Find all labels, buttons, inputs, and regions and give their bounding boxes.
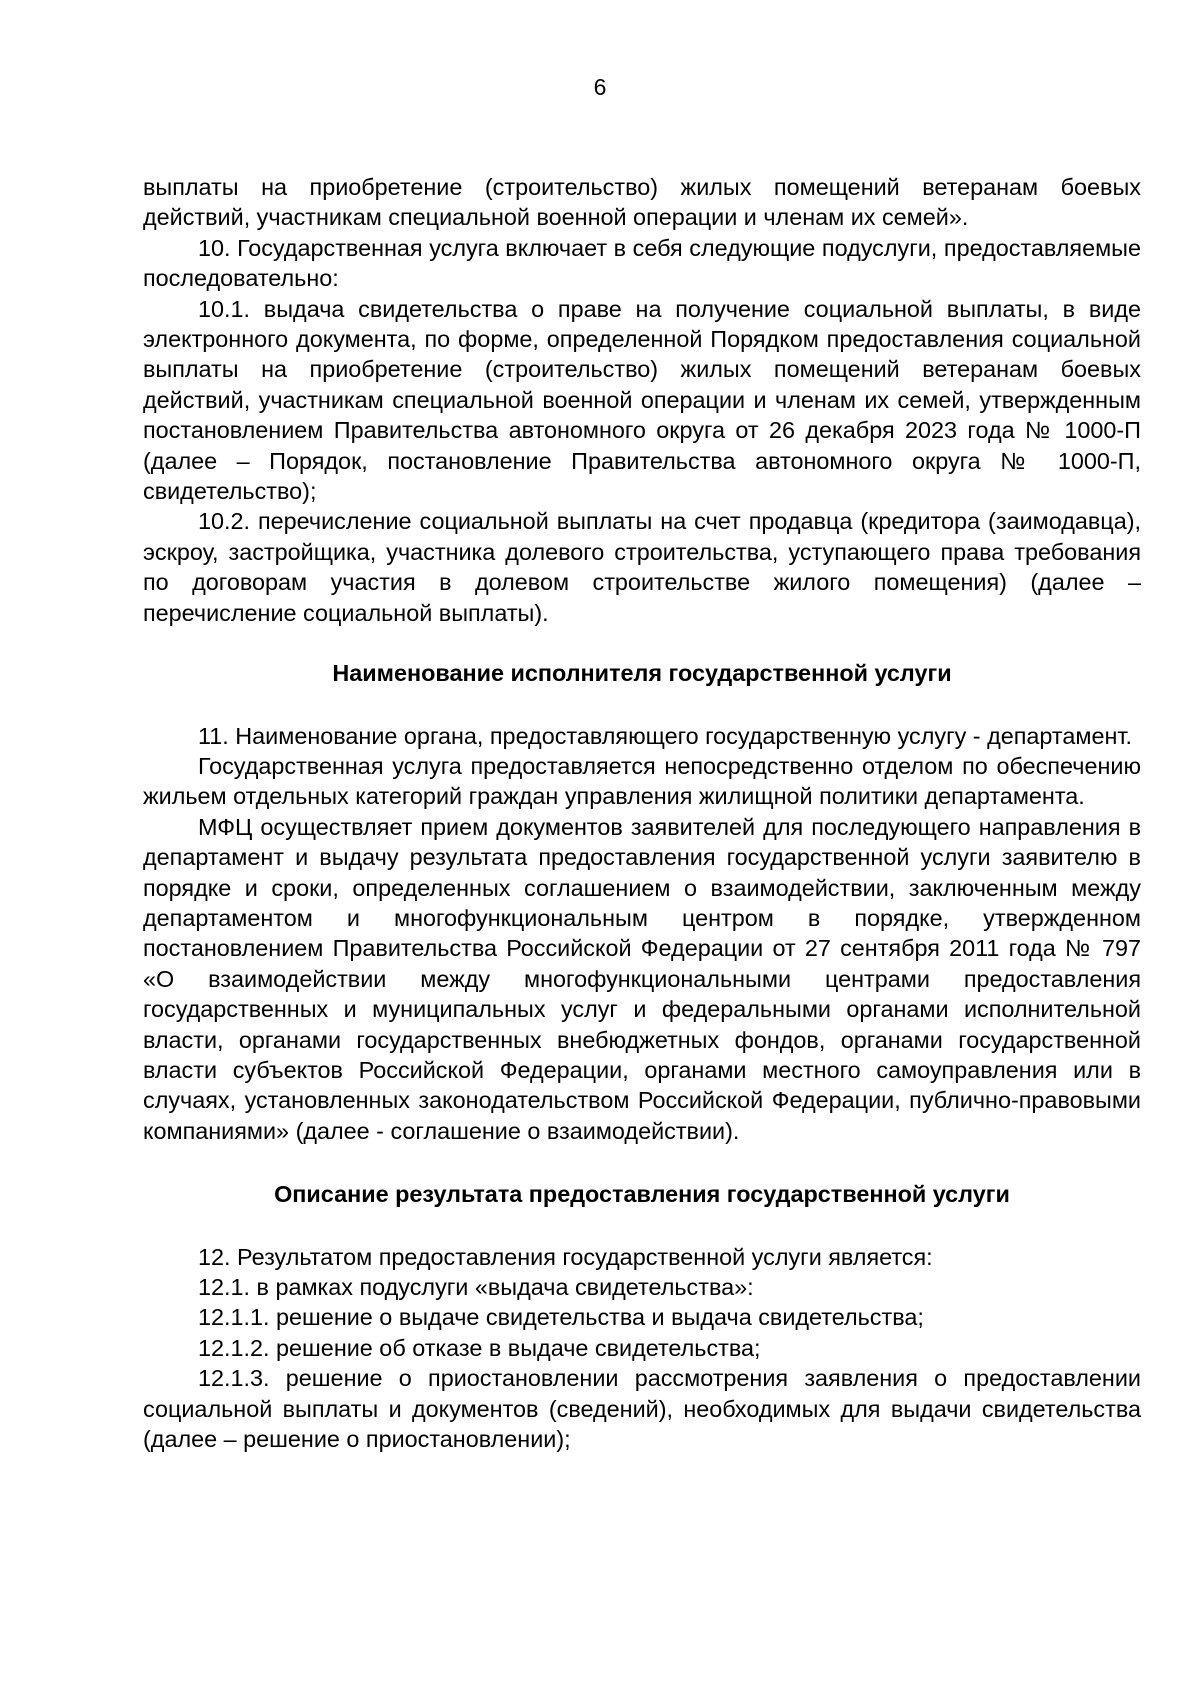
heading-result: Описание результата предоставления государственной услуги	[274, 1181, 1010, 1208]
paragraph-10-2: 10.2. перечисление социальной выплаты на счет продавца (кредитора (заимодавца), эскроу, застройщика, участника долевого строительства, уступающего права требования по договорам участия в долевом строительстве жилого помещения) (далее – перечисление социальной выплаты).	[143, 508, 1141, 626]
paragraph-continuation: выплаты на приобретение (строительство) жилых помещений ветеранам боевых действий, участникам специальной военной операции и членам их семей».	[143, 174, 1141, 231]
paragraph-11: 11. Наименование органа, предоставляющего государственную услугу - департамент.	[198, 722, 1132, 749]
heading-executor: Наименование исполнителя государственной услуги	[332, 660, 952, 687]
page-number: 6	[593, 74, 607, 100]
paragraph-12-1: 12.1. в рамках подуслуги «выдача свидетельства»:	[198, 1274, 754, 1300]
paragraph-11-department: Государственная услуга предоставляется непосредственно отделом по обеспечению жильем отдельных категорий граждан управления жилищной политики департамента.	[143, 752, 1141, 810]
paragraph-10-1: 10.1. выдача свидетельства о праве на получение социальной выплаты, в виде электронного документа, по форме, определенной Порядком предоставления социальной выплаты на приобретение (строительство) жилых помещений ветеранам боевых действий, участникам специальной военной операции и членам их семей, утвержденным постановлением Правительства автономного округа от 26 декабря 2023 года № 1000-П (далее – Порядок, постановление Правительства автономного округа № 1000-П, свидетельство);	[143, 295, 1141, 505]
paragraph-12: 12. Результатом предоставления государственной услуги является:	[198, 1243, 933, 1270]
document-body	[143, 172, 1141, 1454]
paragraph-12-1-2: 12.1.2. решение об отказе в выдаче свидетельства;	[198, 1334, 761, 1361]
paragraph-10: 10. Государственная услуга включает в себя следующие подуслуги, предоставляемые последовательно:	[143, 234, 1141, 292]
paragraph-12-1-1: 12.1.1. решение о выдаче свидетельства и выдача свидетельства;	[198, 1304, 924, 1331]
paragraph-12-1-3: 12.1.3. решение о приостановлении рассмотрения заявления о предоставлении социальной выплаты и документов (сведений), необходимых для выдачи свидетельства (далее – решение о приостановлении);	[143, 1365, 1141, 1453]
paragraph-11-mfc: МФЦ осуществляет прием документов заявителей для последующего направления в департамент и выдачу результата предоставления государственной услуги заявителю в порядке и сроки, определенных соглашением о взаимодействии, заключенным между департаментом и многофункциональным центром в порядке, утвержденном постановлением Правительства Российской Федерации от 27 сентября 2011 года № 797 «О взаимодействии между многофункциональными центрами предоставления государственных и муниципальных услуг и федеральными органами исполнительной власти, органами государственных внебюджетных фондов, органами государственной власти субъектов Российской Федерации, органами местного самоуправления или в случаях, установленных законодательством Российской Федерации, публично-правовыми компаниями» (далее - соглашение о взаимодействии).	[143, 813, 1141, 1144]
